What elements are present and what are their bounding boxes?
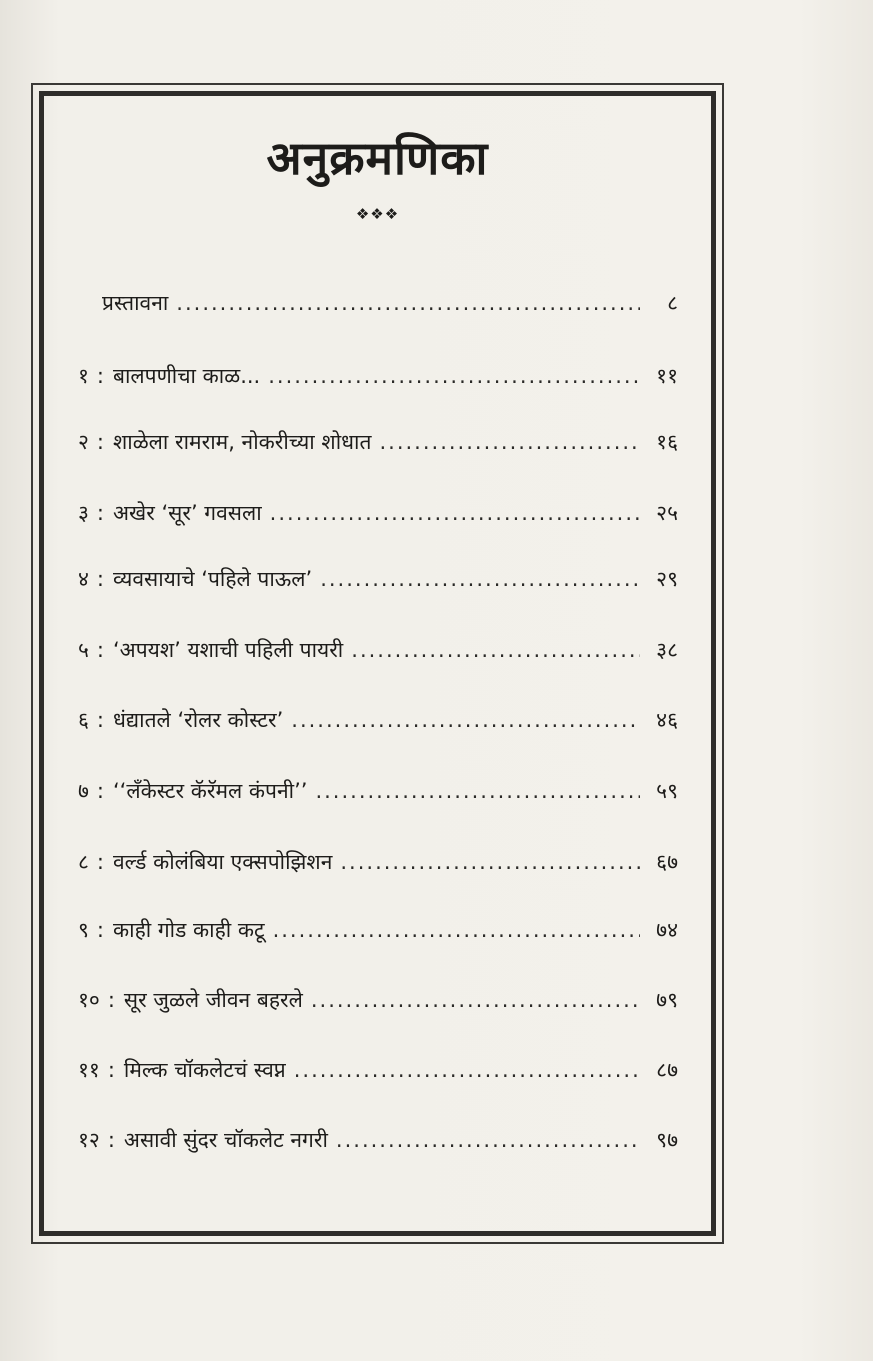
chapter-page: १६ <box>656 430 678 454</box>
chapter-number: १ <box>78 364 89 388</box>
dot-leader <box>336 1125 640 1155</box>
toc-entry[interactable] <box>78 847 678 877</box>
chapter-title: असावी सुंदर चॉकलेट नगरी <box>123 1128 328 1152</box>
dot-leader <box>273 915 640 945</box>
chapter-page: २९ <box>656 567 678 591</box>
dot-leader <box>268 361 640 391</box>
chapter-page: ६७ <box>656 850 678 874</box>
chapter-title: अखेर ‘सूर’ गवसला <box>113 501 262 525</box>
chapter-number: २ <box>78 430 89 454</box>
chapter-number: ४ <box>78 567 89 591</box>
chapter-title: वर्ल्ड कोलंबिया एक्सपोझिशन <box>113 850 333 874</box>
chapter-title: सूर जुळले जीवन बहरले <box>123 988 303 1012</box>
chapter-page: ११ <box>656 364 678 388</box>
chapter-page: ७४ <box>656 918 678 942</box>
separator: : <box>96 708 104 732</box>
separator: : <box>107 1058 115 1082</box>
separator: : <box>96 501 104 525</box>
separator: : <box>96 638 104 662</box>
toc-entry[interactable] <box>78 705 678 735</box>
toc-entry[interactable] <box>78 1125 678 1155</box>
chapter-number: ६ <box>78 708 89 732</box>
separator: : <box>96 364 104 388</box>
chapter-title: बालपणीचा काळ... <box>113 364 261 388</box>
toc-entry[interactable] <box>78 427 678 457</box>
separator: : <box>96 779 104 803</box>
chapter-number: ११ <box>78 1058 100 1082</box>
chapter-number: ३ <box>78 501 89 525</box>
chapter-page: ३८ <box>656 638 678 662</box>
chapter-title: ‘अपयश’ यशाची पहिली पायरी <box>113 638 344 662</box>
dot-leader <box>351 635 640 665</box>
chapter-page: ९७ <box>656 1128 678 1152</box>
preface-page: ८ <box>667 291 678 315</box>
toc-entry-preface[interactable] <box>102 288 678 318</box>
chapter-title: ‘‘लँकेस्टर कॅरॅमल कंपनी’’ <box>113 779 308 803</box>
dot-leader <box>270 498 640 528</box>
page-title: अनुक्रमणिका <box>266 131 489 185</box>
chapter-number: ८ <box>78 850 89 874</box>
chapter-number: १२ <box>78 1128 100 1152</box>
chapter-page: ४६ <box>656 708 678 732</box>
dot-leader <box>320 564 640 594</box>
chapter-number: ७ <box>78 779 89 803</box>
chapter-page: ७९ <box>656 988 678 1012</box>
toc-entry[interactable] <box>78 1055 678 1085</box>
toc-entry[interactable] <box>78 915 678 945</box>
dot-leader <box>311 985 640 1015</box>
toc-entry[interactable] <box>78 776 678 806</box>
chapter-number: १० <box>78 988 100 1012</box>
chapter-number: ५ <box>78 638 89 662</box>
chapter-title: धंद्यातले ‘रोलर कोस्टर’ <box>113 708 284 732</box>
separator: : <box>96 430 104 454</box>
separator: : <box>96 918 104 942</box>
ornament-divider: ❖❖❖ <box>355 205 400 223</box>
dot-leader <box>176 288 640 318</box>
separator: : <box>96 850 104 874</box>
toc-entry[interactable] <box>78 361 678 391</box>
toc-entry[interactable] <box>78 498 678 528</box>
toc-entry[interactable] <box>78 635 678 665</box>
separator: : <box>96 567 104 591</box>
chapter-page: ५९ <box>656 779 678 803</box>
chapter-title: काही गोड काही कटू <box>113 918 265 942</box>
separator: : <box>107 988 115 1012</box>
preface-label: प्रस्तावना <box>102 291 169 315</box>
chapter-page: ८७ <box>656 1058 678 1082</box>
separator: : <box>107 1128 115 1152</box>
chapter-title: मिल्क चॉकलेटचं स्वप्न <box>123 1058 286 1082</box>
dot-leader <box>315 776 640 806</box>
toc-entry[interactable] <box>78 985 678 1015</box>
dot-leader <box>291 705 640 735</box>
chapter-page: २५ <box>656 501 678 525</box>
chapter-title: व्यवसायाचे ‘पहिले पाऊल’ <box>113 567 313 591</box>
dot-leader <box>294 1055 640 1085</box>
chapter-number: ९ <box>78 918 89 942</box>
dot-leader <box>340 847 640 877</box>
dot-leader <box>379 427 640 457</box>
toc-entry[interactable] <box>78 564 678 594</box>
chapter-title: शाळेला रामराम, नोकरीच्या शोधात <box>113 430 372 454</box>
